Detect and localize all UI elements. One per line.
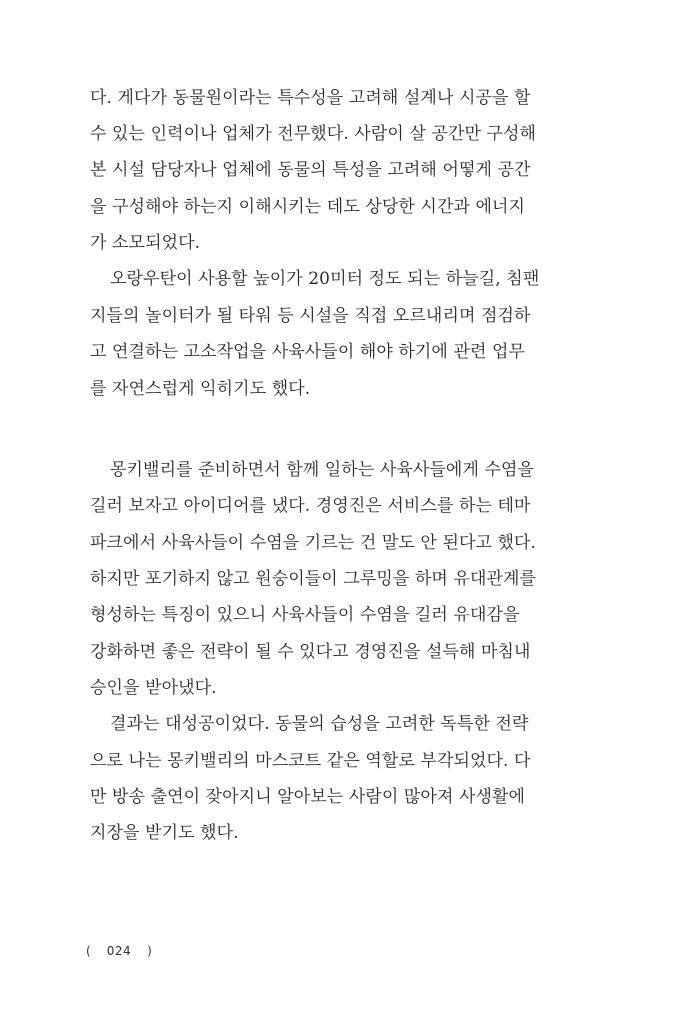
paragraph-3-line-3: 파크에서 사육사들이 수염을 기르는 건 말도 안 된다고 했다.	[90, 533, 537, 553]
paragraph-1-line-3: 본 시설 담당자나 업체에 동물의 특성을 고려해 어떻게 공간	[90, 160, 531, 180]
page-number-value: 024	[106, 944, 132, 958]
paragraph-4-line-4: 지장을 받기도 했다.	[90, 823, 239, 843]
page-number-open-paren: (	[86, 944, 91, 958]
paragraph-1-line-4: 을 구성해야 하는지 이해시키는 데도 상당한 시간과 에너지	[90, 197, 526, 217]
paragraph-3-line-5: 형성하는 특징이 있으니 사육사들이 수염을 길러 유대감을	[90, 605, 520, 625]
paragraph-2-line-3: 고 연결하는 고소작업을 사육사들이 해야 하기에 관련 업무	[90, 342, 526, 362]
paragraph-1-line-2: 수 있는 인력이나 업체가 전무했다. 사람이 살 공간만 구성해	[90, 124, 537, 144]
paragraph-3-line-4: 하지만 포기하지 않고 원숭이들이 그루밍을 하며 유대관계를	[90, 569, 537, 589]
paragraph-4-line-2: 으로 나는 몽키밸리의 마스코트 같은 역할로 부각되었다. 다	[90, 751, 531, 771]
page-number	[86, 944, 152, 958]
paragraph-4-line-1: 결과는 대성공이었다. 동물의 습성을 고려한 독특한 전략	[110, 714, 529, 734]
paragraph-1-line-1: 다. 게다가 동물원이라는 특수성을 고려해 설계나 시공을 할	[90, 88, 531, 108]
paragraph-1-line-5: 가 소모되었다.	[90, 233, 201, 253]
page-number-close-paren: )	[147, 944, 152, 958]
paragraph-3-line-2: 길러 보자고 아이디어를 냈다. 경영진은 서비스를 하는 테마	[90, 496, 531, 516]
paragraph-3-line-1: 몽키밸리를 준비하면서 함께 일하는 사육사들에게 수염을	[110, 460, 535, 480]
paragraph-3-line-6: 강화하면 좋은 전략이 될 수 있다고 경영진을 설득해 마침내	[90, 642, 531, 662]
paragraph-2-line-4: 를 자연스럽게 익히기도 했다.	[90, 379, 311, 399]
paragraph-2-line-1: 오랑우탄이 사용할 높이가 20미터 정도 되는 하늘길, 침팬	[110, 269, 540, 289]
paragraph-3-line-7: 승인을 받아냈다.	[90, 678, 217, 698]
paragraph-4-line-3: 만 방송 출연이 잦아지니 알아보는 사람이 많아져 사생활에	[90, 787, 526, 807]
paragraph-2-line-2: 지들의 놀이터가 될 타워 등 시설을 직접 오르내리며 점검하	[90, 306, 531, 326]
